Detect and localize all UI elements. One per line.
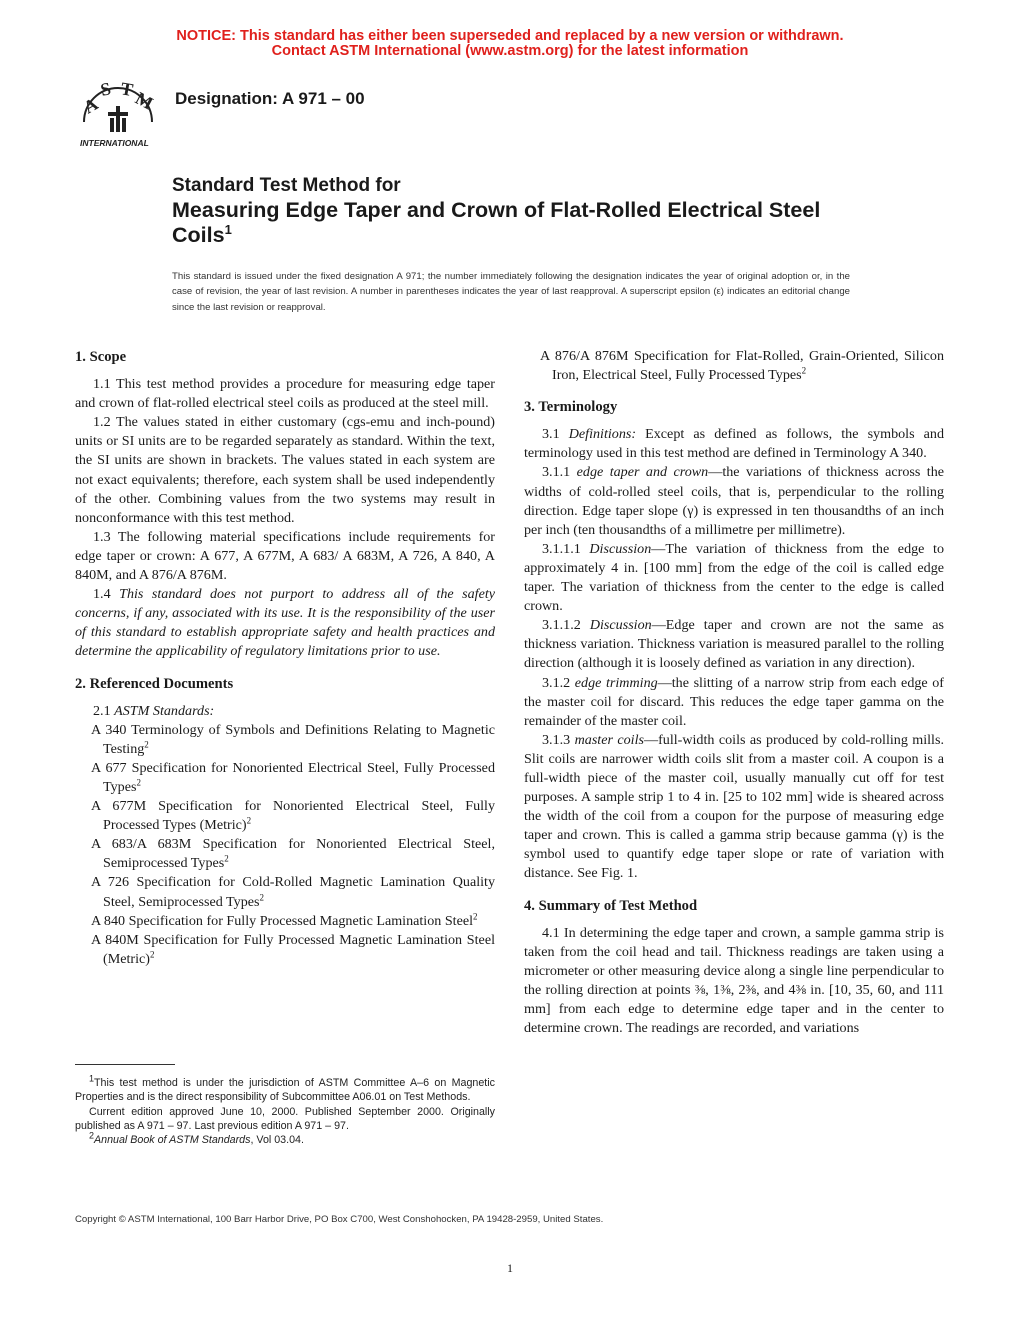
term-3-1-2-number: 3.1.2 [542,674,571,691]
reference-item [75,797,495,835]
title-main: Measuring Edge Taper and Crown of Flat-Rolled Electrical Steel Coils [172,198,821,247]
reference-item [75,931,495,969]
reference-footnote-mark: 2 [149,949,155,960]
refs-2-1-label: ASTM Standards: [114,702,215,719]
right-column [524,347,944,1038]
reference-footnote-mark: 2 [259,891,264,902]
reference-footnote-mark: 2 [144,739,149,750]
reference-item [75,912,495,931]
reference-footnote-mark: 2 [136,777,141,788]
reference-item-text: A 726 Specification for Cold-Rolled Magnetic Lamination Quality Steel, Semiprocessed Types [91,874,495,910]
footnotes [75,1073,495,1147]
reference-item-text: A 677M Specification for Nonoriented Electrical Steel, Fully Processed Types (Metric) [91,798,495,834]
refs-2-1-number: 2.1 [93,702,111,719]
reference-item [75,873,495,911]
term-3-1-1-1-label: Discussion [589,540,652,557]
scope-1-4-text: This standard does not purport to address all of the safety concerns, if any, associated with its use. It is the responsibility of the user of this standard to establish appropriate safety and health practices and determine the applicability of regulatory limitations prior to use. [75,586,495,660]
reference-item [75,721,495,759]
term-3-1-label: Definitions: [568,426,637,443]
title-footnote-mark: 1 [224,221,232,237]
refs-heading: 2. Referenced Documents [75,675,234,692]
reference-footnote-mark: 2 [801,365,807,376]
issuance-statement: This standard is issued under the fixed designation A 971; the number immediately following the designation indicates the year of original adoption or, in the case of revision, the year of last revision. A number in parentheses indicates the year of last reapproval. A superscript epsilon (ε) indicates an editorial change since the last revision or reapproval. [172,271,850,313]
term-3-1-1-1-number: 3.1.1.1 [542,540,581,557]
withdrawal-notice-line-1: NOTICE: This standard has either been superseded and replaced by a new version or withdrawn. [176,28,844,44]
term-3-1-1 [524,463,944,539]
term-3-1-1-number: 3.1.1 [542,464,571,481]
reference-item-text: A 840 Specification for Fully Processed Magnetic Lamination Steel [91,912,474,929]
footnote-1-edition: Current edition approved June 10, 2000. Published September 2000. Originally published as A 971 – 97. Last previous edition A 971 – 97. [75,1105,495,1132]
term-3-1-1-1 [524,540,944,616]
withdrawal-notice-line-2: Contact ASTM International (www.astm.org) for the latest information [271,43,749,59]
scope-1-4 [75,585,495,661]
reference-footnote-mark: 2 [224,853,229,864]
footnote-divider [75,1064,175,1065]
summary-heading: 4. Summary of Test Method [524,897,698,914]
svg-text:M: M [132,87,157,114]
summary-4-1: 4.1 In determining the edge taper and crown, a sample gamma strip is taken from the coil head and tail. Thickness readings are taken using a micrometer or other measuring device along a single line perpendicular to the rolling direction at points ⅜, 1⅜, 2⅜, and 4⅜ in. [10, 35, 60, and 111 mm] from each edge to determine edge taper and in the center to determine crown. The readings are recorded, and variations [524,924,944,1037]
footnote-1-mark: 1 [89,1073,95,1084]
term-3-1-3-number: 3.1.3 [542,731,571,748]
scope-1-1: 1.1 This test method provides a procedure for measuring edge taper and crown of flat-rolled electrical steel coils as produced at the steel mill. [75,376,495,412]
term-3-1-text: Except as defined as follows, the symbols and terminology used in this test method are defined in Terminology A 340. [524,426,944,462]
term-3-1-3-text: —full-width coils as produced by cold-rolling mills. Slit coils are narrower width coils slit from a master coil. A coupon is a full-width piece of the master coil, usually manually cut off for test purposes. A sample strip 1 to 4 in. [25 to 102 mm] wide is sheared across the width of the coil from a coupon for the purpose of measuring edge taper and crown. This is called a gamma strip because gamma (γ) is the symbol used to quantify edge taper slope or rate of variation with distance. See Fig. 1. [524,731,944,882]
astm-logo [76,74,160,150]
term-3-1-3 [524,731,944,884]
reference-footnote-mark: 2 [473,910,478,921]
term-3-1-2 [524,674,944,731]
terminology-heading: 3. Terminology [524,399,618,416]
scope-1-2: 1.2 The values stated in either customary (cgs-emu and inch-pound) units or SI units are to be regarded separately as standard. Within the text, the SI units are shown in brackets. The values stated in each system are not exact equivalents; therefore, each system shall be used independently of the other. Combining values from the two systems may result in nonconformance with this test method. [75,414,495,526]
copyright: Copyright © ASTM International, 100 Barr Harbor Drive, PO Box C700, West Conshohocken, PA 19428-2959, United States. [75,1214,604,1225]
term-3-1-1-1-text: —The variation of thickness from the edge to approximately 4 in. [100 mm] from the edge of the coil is called edge taper. The variation of thickness from the center to the edge is called crown. [524,540,944,615]
reference-footnote-mark: 2 [246,815,252,826]
footnote-1 [75,1073,495,1105]
reference-item-text: A 340 Terminology of Symbols and Definitions Relating to Magnetic Testing [91,721,495,757]
reference-list [75,721,495,969]
refs-2-1 [75,702,495,721]
term-3-1-1-2-number: 3.1.1.2 [542,617,581,634]
scope-1-3: 1.3 The following material specifications include requirements for edge taper or crown: A 677, A 677M, A 683/ A 683M, A 726, A 840, A 840M, and A 876/A 876M. [75,528,495,584]
footnote-1-text: This test method is under the jurisdiction of ASTM Committee A–6 on Magnetic Properties and is the direct responsibility of Subcommittee A06.01 on Test Methods. [75,1077,495,1104]
reference-item-text: A 677 Specification for Nonoriented Electrical Steel, Fully Processed Types [91,759,495,795]
reference-item [75,835,495,873]
svg-text:S: S [98,78,113,100]
footnote-2-text: , Vol 03.04. [250,1134,304,1147]
scope-1-4-number: 1.4 [93,586,111,603]
term-3-1-1-text: —the variations of thickness across the widths of cold-rolled steel coils, that is, perpendicular to the rolling direction. Edge taper slope (γ) is expressed in ten thousandths of an inch per inch (ten thousandths of a millimetre per millimetre). [524,464,944,538]
footnote-2-mark: 2 [89,1130,95,1141]
reference-item-text: A 876/A 876M Specification for Flat-Rolled, Grain-Oriented, Silicon Iron, Electrical Steel, Fully Processed Types [540,348,944,384]
logo-subtitle: INTERNATIONAL [80,138,149,148]
svg-text:T: T [119,78,135,101]
svg-text:A: A [80,93,102,118]
designation: Designation: A 971 – 00 [175,89,365,108]
term-3-1-2-term: edge trimming [574,674,658,691]
term-3-1-1-2-text: —Edge taper and crown are not the same as thickness variation. Thickness variation is measured parallel to the rolling direction (although it is loosely defined as variation in any direction). [524,617,945,672]
left-column [75,345,495,969]
footnote-2 [75,1130,495,1147]
page-number: 1 [507,1261,513,1275]
term-3-1-1-term: edge taper and crown [576,464,709,481]
term-3-1 [524,425,944,463]
reference-item-continued [524,347,944,385]
term-3-1-1-2-label: Discussion [589,617,652,634]
term-3-1-3-term: master coils [574,731,644,748]
footnote-2-title: Annual Book of ASTM Standards [94,1134,251,1147]
term-3-1-2-text: —the slitting of a narrow strip from each edge of the master coil for discard. This reduces the edge taper gamma on the remainder of the master coil. [524,674,944,729]
reference-item-text: A 840M Specification for Fully Processed Magnetic Lamination Steel (Metric) [91,931,495,967]
astm-logo-mark [76,74,160,150]
term-3-1-number: 3.1 [542,426,560,443]
term-3-1-1-2 [524,616,944,673]
reference-item-text: A 683/A 683M Specification for Nonoriented Electrical Steel, Semiprocessed Types [91,836,495,872]
scope-heading: 1. Scope [75,349,127,365]
reference-item [75,759,495,797]
title-line-1: Standard Test Method for [172,175,401,196]
title-line-2 [172,198,872,248]
